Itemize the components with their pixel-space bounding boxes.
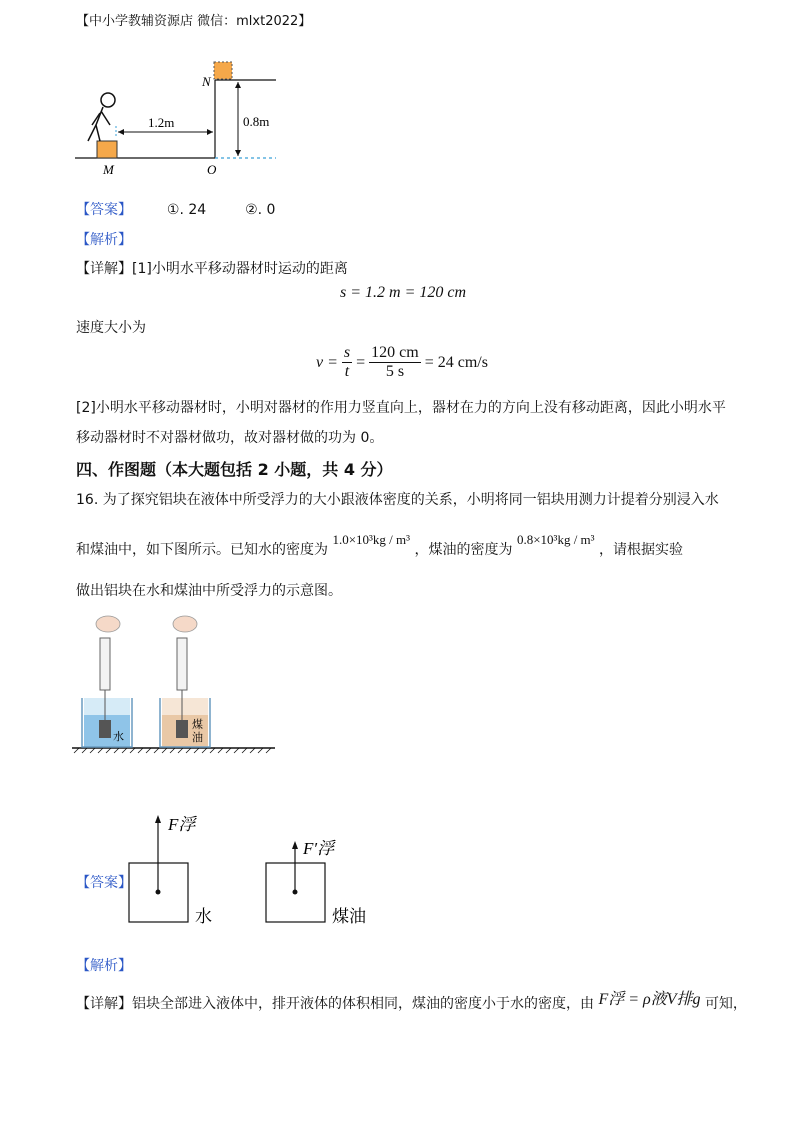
answer-1: ①. 24 [166, 202, 207, 218]
beaker-label-oil-1: 煤 [192, 719, 203, 731]
buoyancy-formula: F浮 = ρ液V排g [598, 991, 701, 1008]
label-m: M [103, 162, 114, 177]
q15-detail-line3: [2]小明水平移动器材时，小明对器材的作用力竖直向上，器材在力的方向上没有移动距离，因此小明水平 [76, 400, 726, 416]
water-density: 1.0×10³kg / m³ [332, 532, 411, 547]
force-label-oil: F′浮 [303, 839, 335, 858]
answer-label-oil: 煤油 [332, 907, 366, 926]
q16-analysis-tag: 【解析】 [76, 958, 132, 974]
q15-detail-line1 [76, 258, 348, 278]
label-o: O [207, 162, 217, 177]
box-n [214, 62, 232, 79]
page-header: 【中小学教辅资源店 微信：mlxt2022】 [76, 14, 312, 29]
section-title: 四、作图题（本大题包括 2 小题，共 4 分） [76, 460, 393, 479]
person-figure [88, 93, 115, 141]
detail-tag: 【详解】 [76, 261, 132, 277]
answer-label-water: 水 [195, 907, 212, 926]
motion-diagram [70, 55, 290, 180]
answer-tag: 【答案】 [76, 202, 132, 218]
q16-detail-line: 【详解】铝块全部进入液体中，排开液体的体积相同，煤油的密度小于水的密度，由 F浮 = ρ液V排g 可知， [76, 991, 747, 1012]
label-dist: 1.2m [148, 115, 175, 130]
q16-line3: 做出铝块在水和煤油中所受浮力的示意图。 [76, 583, 342, 599]
oil-density: 0.8×10³kg / m³ [516, 532, 595, 547]
q16-line2: 和煤油中，如下图所示。已知水的密度为 1.0×10³kg / m³ ，煤油的密度为 0.8×10³kg / m³ ，请根据实验 [76, 532, 684, 558]
q16-line1: 16. 为了探究铝块在液体中所受浮力的大小跟液体密度的关系，小明将同一铝块用测力计提着分别浸入水 [76, 492, 719, 508]
beaker-figure [70, 610, 280, 760]
q15-detail-line4: 移动器材时不对器材做功，故对器材做的功为 0。 [76, 430, 384, 446]
box-m [97, 141, 117, 158]
force-label-water: F浮 [168, 815, 196, 834]
detail-text-1: [1]小明水平移动器材时运动的距离 [132, 261, 348, 277]
beaker-label-oil-2: 油 [192, 732, 203, 744]
block-oil [176, 720, 188, 738]
answer-diagram [125, 810, 385, 930]
q15-analysis-tag: 【解析】 [76, 232, 132, 248]
equation-1: s = 1.2 m = 120 cm [340, 284, 467, 301]
label-n: N [202, 74, 211, 89]
equation-2: v = $\frac{s}{t}$ = $\frac{120 cm}{5 s}$ = 24 cm/s [316, 344, 488, 380]
q15-detail-line2: 速度大小为 [76, 320, 146, 336]
q16-answer-tag: 【答案】 [76, 875, 132, 891]
q15-answer-row [76, 199, 275, 219]
block-water [99, 720, 111, 738]
answer-2: ②. 0 [245, 202, 276, 218]
label-height: 0.8m [243, 114, 270, 129]
beaker-label-water: 水 [113, 731, 124, 743]
